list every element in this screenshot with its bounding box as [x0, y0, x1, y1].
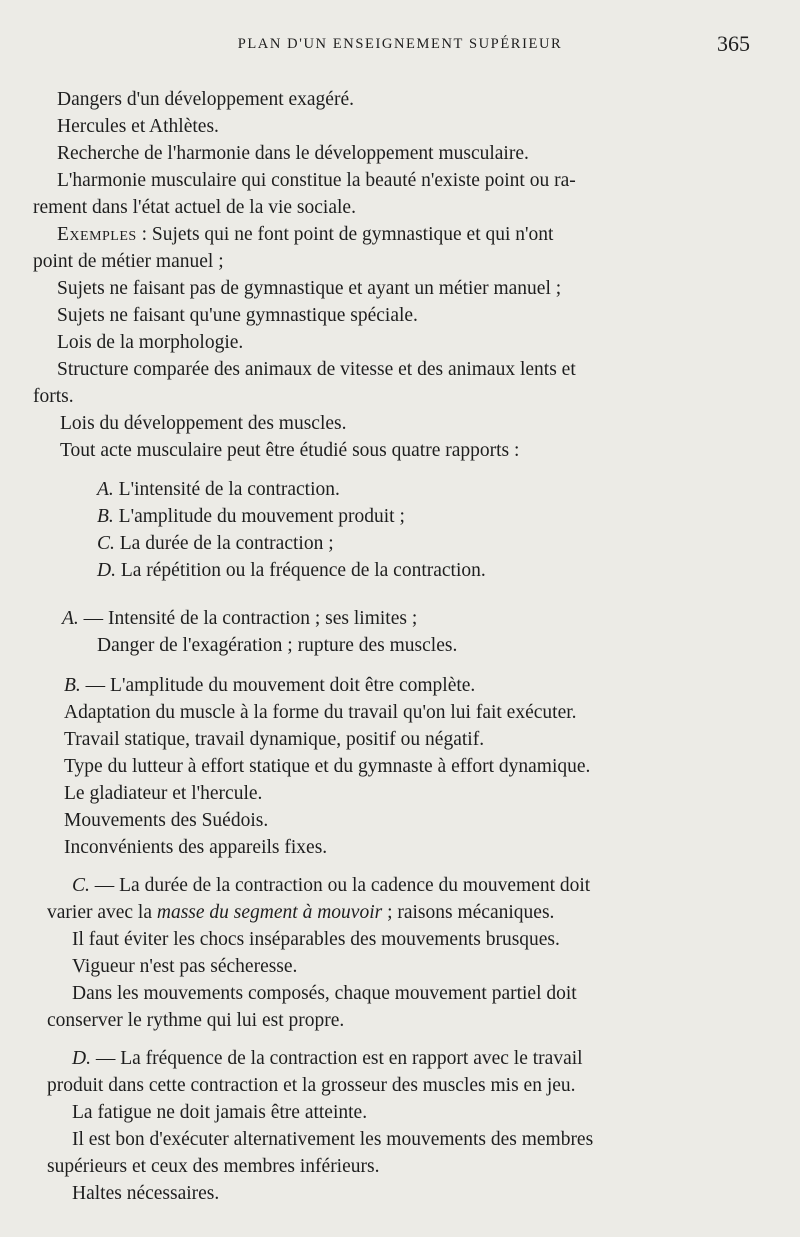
- text-line: Inconvénients des appareils fixes.: [64, 837, 328, 858]
- text-line: Dangers d'un développement exagéré.: [57, 89, 354, 110]
- text-line: Tout acte musculaire peut être étudié sous quatre rapports :: [60, 440, 520, 461]
- section-heading: A. — Intensité de la contraction ; ses limites ;: [62, 608, 418, 629]
- list-item: B. L'amplitude du mouvement produit ;: [97, 506, 405, 527]
- section-letter: B.: [64, 675, 81, 696]
- section-letter: D.: [72, 1048, 91, 1069]
- text-line: Exemples : Sujets qui ne font point de gymnastique et qui n'ont: [57, 224, 554, 245]
- list-item: C. La durée de la contraction ;: [97, 533, 334, 554]
- text-line: Il est bon d'exécuter alternativement les mouvements des membres: [72, 1129, 594, 1150]
- text-line: L'harmonie musculaire qui constitue la beauté n'existe point ou ra-: [57, 170, 576, 191]
- text-line: Adaptation du muscle à la forme du travail qu'on lui fait exécuter.: [64, 702, 577, 723]
- text-line: Lois du développement des muscles.: [60, 413, 347, 434]
- text-line: Hercules et Athlètes.: [57, 116, 219, 137]
- text-line: conserver le rythme qui lui est propre.: [47, 1010, 345, 1031]
- item-letter: A.: [97, 479, 114, 500]
- list-item: A. L'intensité de la contraction.: [97, 479, 340, 500]
- text-line: Lois de la morphologie.: [57, 332, 244, 353]
- text-line: Il faut éviter les chocs inséparables des mouvements brusques.: [72, 929, 560, 950]
- section-heading: B. — L'amplitude du mouvement doit être complète.: [64, 675, 476, 696]
- text-line: Le gladiateur et l'hercule.: [64, 783, 263, 804]
- text-line: varier avec la masse du segment à mouvoir ; raisons mécaniques.: [47, 902, 555, 923]
- text-line: Structure comparée des animaux de vitesse et des animaux lents et: [57, 359, 576, 380]
- text-line: Recherche de l'harmonie dans le développement musculaire.: [57, 143, 529, 164]
- text-line: Mouvements des Suédois.: [64, 810, 269, 831]
- section-letter: A.: [62, 608, 79, 629]
- list-item: D. La répétition ou la fréquence de la contraction.: [97, 560, 486, 581]
- examples-label: Exemples: [57, 224, 137, 245]
- text-line: Travail statique, travail dynamique, positif ou négatif.: [64, 729, 485, 750]
- text-line: Haltes nécessaires.: [72, 1183, 220, 1204]
- text-line: Vigueur n'est pas sécheresse.: [72, 956, 298, 977]
- item-letter: B.: [97, 506, 114, 527]
- text-line: Dans les mouvements composés, chaque mouvement partiel doit: [72, 983, 577, 1004]
- page-header: [0, 31, 800, 58]
- text-line: supérieurs et ceux des membres inférieurs.: [47, 1156, 380, 1177]
- text-line: Danger de l'exagération ; rupture des muscles.: [97, 635, 458, 656]
- page-number: 365: [717, 31, 750, 56]
- text-line: Sujets ne faisant qu'une gymnastique spéciale.: [57, 305, 418, 326]
- text-line: point de métier manuel ;: [33, 251, 224, 272]
- text-line: rement dans l'état actuel de la vie sociale.: [33, 197, 356, 218]
- section-heading: D. — La fréquence de la contraction est en rapport avec le travail: [72, 1048, 583, 1069]
- section-heading: C. — La durée de la contraction ou la cadence du mouvement doit: [72, 875, 591, 896]
- section-letter: C.: [72, 875, 90, 896]
- running-title: PLAN D'UN ENSEIGNEMENT SUPÉRIEUR: [237, 36, 563, 52]
- text-line: produit dans cette contraction et la grosseur des muscles mis en jeu.: [47, 1075, 576, 1096]
- text-line: Sujets ne faisant pas de gymnastique et ayant un métier manuel ;: [57, 278, 562, 299]
- italic-phrase: masse du segment à mouvoir: [156, 902, 383, 923]
- item-letter: D.: [97, 560, 116, 581]
- text-line: forts.: [33, 386, 74, 407]
- item-letter: C.: [97, 533, 115, 554]
- text-line: Type du lutteur à effort statique et du gymnaste à effort dynamique.: [64, 756, 591, 777]
- text-line: La fatigue ne doit jamais être atteinte.: [72, 1102, 368, 1123]
